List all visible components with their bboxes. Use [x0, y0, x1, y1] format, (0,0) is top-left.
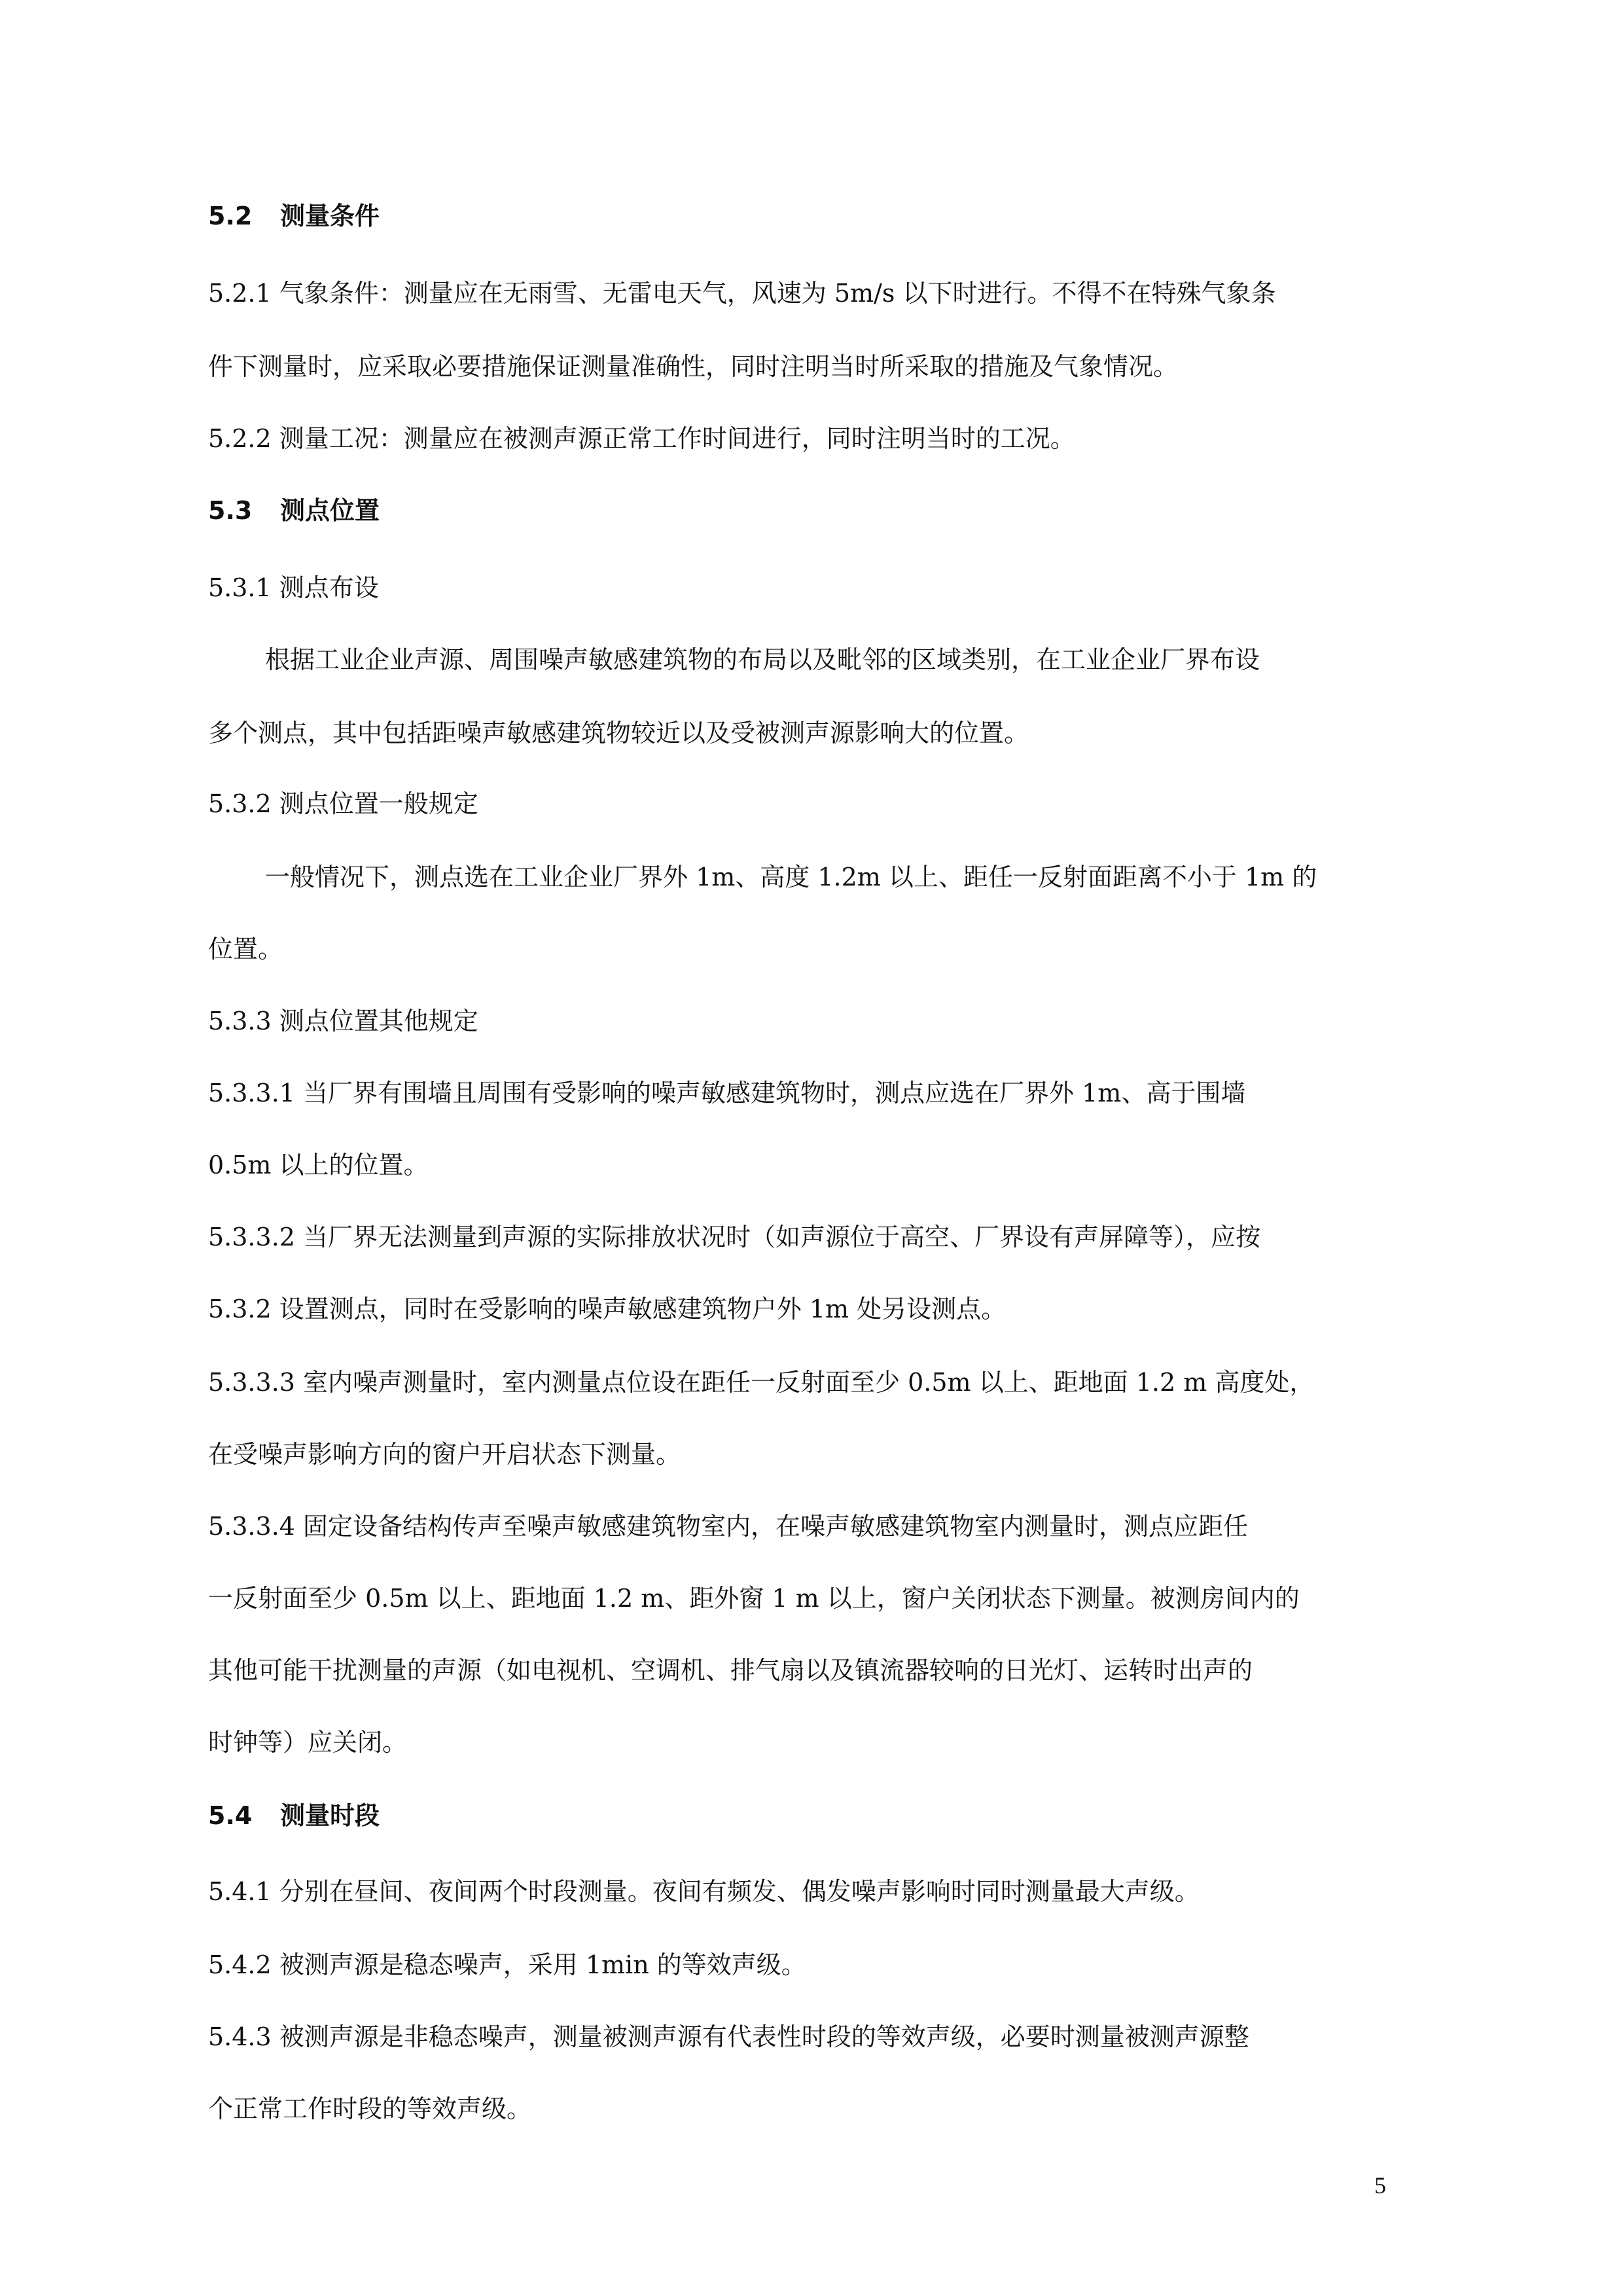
section-number: 5.3 — [208, 496, 253, 525]
paragraph-5-3-3-4-line-3: 其他可能干扰测量的声源（如电视机、空调机、排气扇以及镇流器较响的日光灯、运转时出声的 — [208, 1656, 1253, 1685]
paragraph-5-3-3-4-line-1: 5.3.3.4 固定设备结构传声至噪声敏感建筑物室内，在噪声敏感建筑物室内测量时，测点应距任 — [208, 1512, 1249, 1541]
paragraph-5-3-2-line-1: 一般情况下，测点选在工业企业厂界外 1m、高度 1.2m 以上、距任一反射面距离不小于 1m 的 — [265, 863, 1317, 891]
paragraph-5-4-3-line-2: 个正常工作时段的等效声级。 — [208, 2094, 532, 2123]
paragraph-5-3-3-4-line-4: 时钟等）应关闭。 — [208, 1728, 408, 1757]
paragraph-5-3-3-3-line-1: 5.3.3.3 室内噪声测量时，室内测量点位设在距任一反射面至少 0.5m 以上、距地面 1.2 m 高度处， — [208, 1368, 1315, 1397]
paragraph-5-4-2: 5.4.2 被测声源是稳态噪声，采用 1min 的等效声级。 — [208, 1950, 806, 1979]
subsection-title-5-3-3: 5.3.3 测点位置其他规定 — [208, 1007, 478, 1035]
paragraph-5-3-3-1-line-1: 5.3.3.1 当厂界有围墙且周围有受影响的噪声敏感建筑物时，测点应选在厂界外 1m、高于围墙 — [208, 1079, 1246, 1107]
section-number: 5.4 — [208, 1801, 253, 1830]
page-number: 5 — [1374, 2172, 1386, 2198]
paragraph-5-3-3-3-line-2: 在受噪声影响方向的窗户开启状态下测量。 — [208, 1440, 681, 1469]
section-heading-5-2 — [208, 198, 380, 234]
section-heading-5-3 — [208, 492, 380, 529]
subsection-title-5-3-1: 5.3.1 测点布设 — [208, 573, 379, 602]
paragraph-5-2-1-line-2: 件下测量时，应采取必要措施保证测量准确性，同时注明当时所采取的措施及气象情况。 — [208, 352, 1179, 381]
section-title: 测量条件 — [280, 202, 380, 230]
section-number: 5.2 — [208, 202, 253, 230]
paragraph-5-2-1-line-1: 5.2.1 气象条件：测量应在无雨雪、无雷电天气，风速为 5m/s 以下时进行。不得不在特殊气象条 — [208, 279, 1276, 308]
paragraph-5-3-1-line-1: 根据工业企业声源、周围噪声敏感建筑物的布局以及毗邻的区域类别，在工业企业厂界布设 — [265, 645, 1260, 674]
paragraph-5-2-2: 5.2.2 测量工况：测量应在被测声源正常工作时间进行，同时注明当时的工况。 — [208, 424, 1075, 453]
paragraph-5-3-2-line-2: 位置。 — [208, 935, 283, 963]
paragraph-5-3-3-2-line-2: 5.3.2 设置测点，同时在受影响的噪声敏感建筑物户外 1m 处另设测点。 — [208, 1295, 1007, 1323]
subsection-title-5-3-2: 5.3.2 测点位置一般规定 — [208, 789, 478, 818]
section-title: 测点位置 — [280, 496, 380, 525]
section-title: 测量时段 — [280, 1801, 380, 1830]
paragraph-5-4-1: 5.4.1 分别在昼间、夜间两个时段测量。夜间有频发、偶发噪声影响时同时测量最大声级。 — [208, 1877, 1200, 1906]
paragraph-5-3-3-4-line-2: 一反射面至少 0.5m 以上、距地面 1.2 m、距外窗 1 m 以上，窗户关闭状态下测量。被测房间内的 — [208, 1584, 1300, 1613]
paragraph-5-3-1-line-2: 多个测点，其中包括距噪声敏感建筑物较近以及受被测声源影响大的位置。 — [208, 719, 1029, 747]
paragraph-5-3-3-1-line-2: 0.5m 以上的位置。 — [208, 1151, 429, 1179]
paragraph-5-3-3-2-line-1: 5.3.3.2 当厂界无法测量到声源的实际排放状况时（如声源位于高空、厂界设有声屏障等），应按 — [208, 1223, 1261, 1251]
section-heading-5-4 — [208, 1797, 380, 1834]
paragraph-5-4-3-line-1: 5.4.3 被测声源是非稳态噪声，测量被测声源有代表性时段的等效声级，必要时测量被测声源整 — [208, 2022, 1249, 2051]
